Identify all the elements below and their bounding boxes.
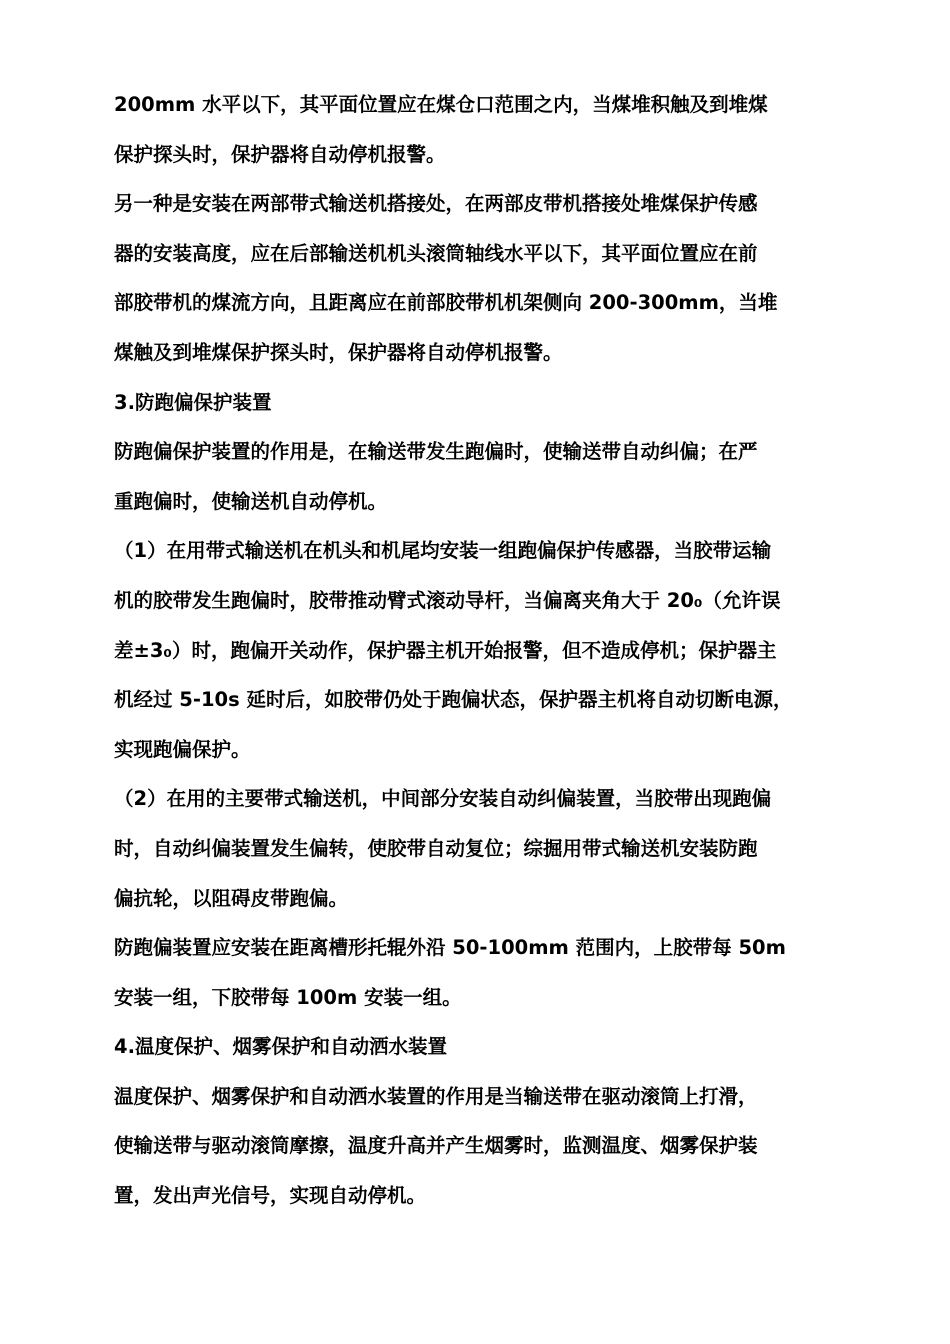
section-heading-temperature-smoke <box>114 1022 864 1072</box>
section-heading-anti-deviation <box>114 378 864 428</box>
text-line: 时，自动纠偏装置发生偏转，使胶带自动复位；综掘用带式输送机安装防跑 <box>114 836 758 860</box>
text-line: 部胶带机的煤流方向，且距离应在前部胶带机机架侧向 200-300mm，当堆 <box>114 291 778 315</box>
heading-text: 4.温度保护、烟雾保护和自动洒水装置 <box>114 1035 447 1059</box>
text-line: 防跑偏保护装置的作用是，在输送带发生跑偏时，使输送带自动纠偏；在严 <box>114 440 758 464</box>
text-line: 偏抗轮，以阻碍皮带跑偏。 <box>114 886 349 910</box>
heading-text: 3.防跑偏保护装置 <box>114 390 272 414</box>
text-line: 器的安装高度，应在后部输送机机头滚筒轴线水平以下，其平面位置应在前 <box>114 241 758 265</box>
paragraph-temperature-smoke-purpose <box>114 1072 864 1221</box>
text-line: 安装一组，下胶带每 100m 安装一组。 <box>114 985 462 1009</box>
text-line: 200mm 水平以下，其平面位置应在煤仓口范围之内，当煤堆积触及到堆煤 <box>114 93 768 116</box>
paragraph-heap-sensor-alternative <box>114 179 864 377</box>
text-line: 机的胶带发生跑偏时，胶带推动臂式滚动导杆，当偏离夹角大于 20₀（允许误 <box>114 588 781 612</box>
text-line: （1）在用带式输送机在机头和机尾均安装一组跑偏保护传感器，当胶带运输 <box>114 539 772 563</box>
paragraph-installation-spacing <box>114 923 864 1022</box>
text-line: 防跑偏装置应安装在距离槽形托辊外沿 50-100mm 范围内，上胶带每 50m <box>114 936 786 960</box>
paragraph-item-2 <box>114 774 864 923</box>
text-line: 使输送带与驱动滚筒摩擦，温度升高并产生烟雾时，监测温度、烟雾保护装 <box>114 1134 758 1158</box>
text-line: 置，发出声光信号，实现自动停机。 <box>114 1184 427 1208</box>
paragraph-heap-sensor-position <box>114 80 864 179</box>
text-line: 煤触及到堆煤保护探头时，保护器将自动停机报警。 <box>114 340 563 364</box>
text-line: 保护探头时，保护器将自动停机报警。 <box>114 142 446 166</box>
paragraph-anti-deviation-purpose <box>114 427 864 526</box>
text-line: 机经过 5-10s 延时后，如胶带仍处于跑偏状态，保护器主机将自动切断电源， <box>114 688 793 712</box>
text-line: 差±3₀）时，跑偏开关动作，保护器主机开始报警，但不造成停机；保护器主 <box>114 638 777 662</box>
text-line: 重跑偏时，使输送机自动停机。 <box>114 489 388 513</box>
text-line: 温度保护、烟雾保护和自动洒水装置的作用是当输送带在驱动滚筒上打滑， <box>114 1084 758 1108</box>
text-line: 实现跑偏保护。 <box>114 737 251 761</box>
paragraph-item-1 <box>114 526 864 774</box>
text-line: （2）在用的主要带式输送机，中间部分安装自动纠偏装置，当胶带出现跑偏 <box>114 787 772 811</box>
text-line: 另一种是安装在两部带式输送机搭接处，在两部皮带机搭接处堆煤保护传感 <box>114 192 758 216</box>
document-body <box>114 80 864 1221</box>
